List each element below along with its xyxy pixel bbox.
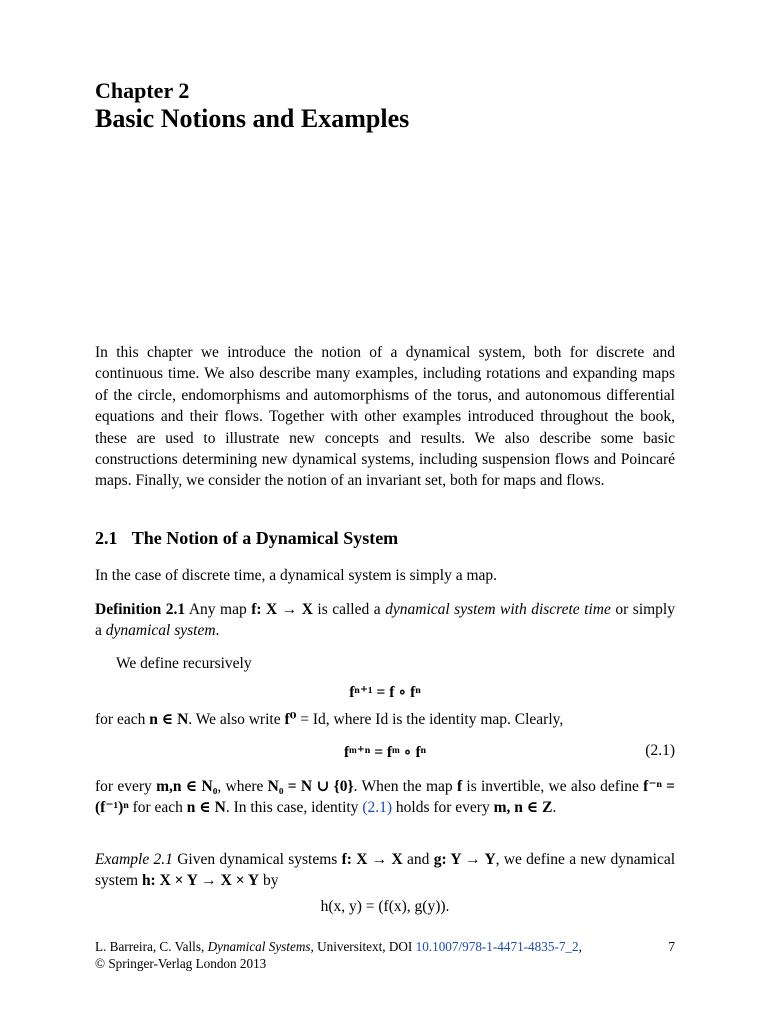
forevery-mn: m,n ∈ N₀ — [156, 778, 218, 795]
forevery-text-b: , where — [217, 778, 264, 795]
chapter-title: Basic Notions and Examples — [95, 104, 410, 133]
example-map-g: g: Y → Y — [433, 851, 496, 868]
foreach-text-c: = Id, where Id is the identity map. Clearly, — [300, 711, 564, 728]
footer-book-title: Dynamical Systems — [207, 939, 311, 954]
foreach-paragraph — [95, 709, 675, 730]
example-text-b: and — [407, 851, 430, 868]
foreach-f0: f⁰ — [284, 711, 297, 728]
definition-label: Definition 2.1 — [95, 601, 186, 618]
footer-comma: , — [578, 939, 582, 954]
example-text-d: by — [262, 872, 279, 890]
definition-text-b: is called a — [317, 601, 381, 618]
forevery-n0-definition: N₀ = N ∪ {0} — [267, 778, 354, 795]
definition-end: . — [215, 622, 220, 640]
forevery-text-e: for each — [132, 799, 183, 817]
recursive-paragraph: We define recursively — [116, 655, 252, 672]
page-footer — [95, 939, 675, 972]
forevery-paragraph — [95, 776, 675, 819]
definition-term-a: dynamical system with discrete time — [385, 601, 611, 618]
example-label: Example 2.1 — [95, 851, 173, 868]
footer-authors: L. Barreira, C. Valls, — [95, 939, 205, 954]
footer-series: , Universitext, DOI — [310, 939, 413, 954]
definition-block — [95, 599, 675, 642]
forevery-mn-in-z: m, n ∈ Z — [493, 799, 553, 817]
definition-text-c: or simply a — [95, 601, 675, 640]
forevery-text-h: . — [552, 799, 557, 817]
example-block — [95, 849, 675, 892]
forevery-text-g: holds for every — [395, 799, 490, 817]
forevery-text-c: . When the map — [353, 778, 453, 795]
equation-recursive: fⁿ⁺¹ = f ∘ fⁿ — [349, 684, 421, 701]
example-text-c: , we define a new dynamical system — [95, 851, 676, 890]
forevery-f: f — [456, 778, 463, 795]
section-heading — [95, 528, 398, 549]
equation-product: h(x, y) = (f(x), g(y)). — [320, 898, 450, 915]
equation-2-1: fᵐ⁺ⁿ = fᵐ ∘ fⁿ — [343, 744, 427, 761]
foreach-n-in-n: n ∈ N — [149, 711, 189, 728]
section-title: The Notion of a Dynamical System — [131, 528, 399, 548]
example-text-a: Given dynamical systems — [177, 851, 338, 868]
equation-reference-link[interactable]: (2.1) — [362, 799, 393, 817]
footer-citation — [95, 939, 675, 956]
chapter-abstract: In this chapter we introduce the notion of a dynamical system, both for discrete and continuous time. We also describe many examples, including rotations and expanding maps of the circle, endomorphisms and automorphisms of the torus, and autonomous differential equations and their flows. Together with other examples introduced throughout the book, these are used to illustrate new concepts and results. We also describe some basic constructions determining new dynamical systems, including suspension flows and Poincaré maps. Finally, we consider the notion of an invariant set, both for maps and flows. — [95, 344, 675, 490]
equation-number: (2.1) — [645, 742, 675, 759]
chapter-label: Chapter 2 — [95, 78, 190, 103]
forevery-text-d: is invertible, we also define — [466, 778, 639, 795]
footer-copyright: © Springer-Verlag London 2013 — [95, 955, 267, 971]
example-map-f: f: X → X — [341, 851, 403, 868]
definition-text-a: Any map — [188, 601, 247, 618]
foreach-text-b: . We also write — [188, 711, 281, 728]
page-number: 7 — [668, 939, 675, 954]
definition-term-b: dynamical system — [105, 622, 216, 640]
forevery-n-in-n: n ∈ N — [186, 799, 226, 817]
example-map-h: h: X × Y → X × Y — [141, 872, 260, 890]
definition-map: f: X → X — [251, 601, 313, 618]
foreach-text-a: for each — [95, 711, 146, 728]
section-number: 2.1 — [95, 528, 118, 548]
forevery-f-inverse: f⁻ⁿ = (f⁻¹)ⁿ — [95, 778, 676, 817]
footer-doi-link[interactable]: 10.1007/978-1-4471-4835-7_2 — [415, 939, 579, 954]
forevery-text-a: for every — [95, 778, 152, 795]
discrete-intro-paragraph: In the case of discrete time, a dynamical system is simply a map. — [95, 567, 498, 584]
forevery-text-f: . In this case, identity — [225, 799, 359, 817]
